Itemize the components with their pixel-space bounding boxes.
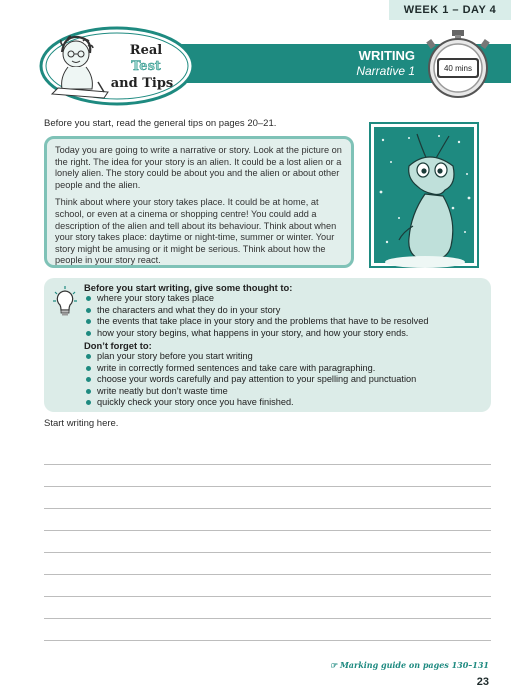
writing-line[interactable]	[44, 553, 491, 575]
week-day-tab: WEEK 1 – DAY 4	[389, 0, 511, 20]
writing-line[interactable]	[44, 575, 491, 597]
story-prompt-paragraph-2: Think about where your story takes place. It could be at home, at school, or even at a cinema or shopping centre! You could add a description of the alien and tell about its behaviour. Think about when your story takes place: daytime or night-time, summer or winter. Your story might be amusing or it might be serious. Think about how the people in your story react.	[55, 197, 337, 266]
tips-list-before	[84, 293, 483, 339]
list-item: choose your words carefully and pay attention to your spelling and punctuation	[84, 374, 483, 385]
stopwatch-icon	[422, 30, 494, 98]
real-test-tips-logo	[38, 24, 196, 108]
tips-list-dont-forget	[84, 351, 483, 408]
section-title: WRITING	[358, 48, 415, 63]
marking-guide-text: Marking guide on pages 130–131	[339, 660, 489, 670]
logo-text-test: Test	[131, 59, 161, 74]
list-item: quickly check your story once you have finished.	[84, 397, 483, 408]
writing-lines-area[interactable]	[44, 443, 491, 641]
writing-line[interactable]	[44, 443, 491, 465]
section-subtitle: Narrative 1	[356, 64, 415, 78]
tips-heading-before: Before you start writing, give some thought to:	[84, 282, 293, 293]
writing-line[interactable]	[44, 465, 491, 487]
list-item: plan your story before you start writing	[84, 351, 483, 362]
logo-text-tips: and Tips	[110, 76, 174, 91]
alien-illustration	[369, 122, 479, 268]
list-item: the characters and what they do in your story	[84, 305, 483, 316]
writing-tips-box	[44, 278, 491, 412]
logo-text-real: Real	[129, 43, 163, 58]
writing-line[interactable]	[44, 531, 491, 553]
tips-heading-dont-forget: Don’t forget to:	[84, 340, 152, 352]
writing-line[interactable]	[44, 619, 491, 641]
list-item: write neatly but don’t waste time	[84, 386, 483, 397]
list-item: the events that take place in your story and the problems that have to be resolved	[84, 316, 483, 327]
intro-text: Before you start, read the general tips on pages 20–21.	[44, 118, 277, 129]
timer-label: 40 mins	[443, 64, 473, 73]
marking-guide-note: ☞ Marking guide on pages 130–131	[329, 660, 489, 670]
page-number: 23	[476, 676, 489, 688]
writing-line[interactable]	[44, 597, 491, 619]
story-prompt-box	[44, 136, 354, 268]
writing-line[interactable]	[44, 487, 491, 509]
story-prompt-paragraph-1: Today you are going to write a narrative or story. Look at the picture on the right. The idea for your story is an alien. It could be a lost alien or a lonely alien. The story could be about you and the alien or about other people and the alien.	[55, 145, 342, 190]
list-item: write in correctly formed sentences and take care with paragraphing.	[84, 363, 483, 374]
lightbulb-icon	[52, 284, 78, 318]
start-writing-label: Start writing here.	[44, 418, 119, 429]
writing-line[interactable]	[44, 509, 491, 531]
list-item: how your story begins, what happens in your story, and how your story ends.	[84, 328, 483, 339]
list-item: where your story takes place	[84, 293, 483, 304]
